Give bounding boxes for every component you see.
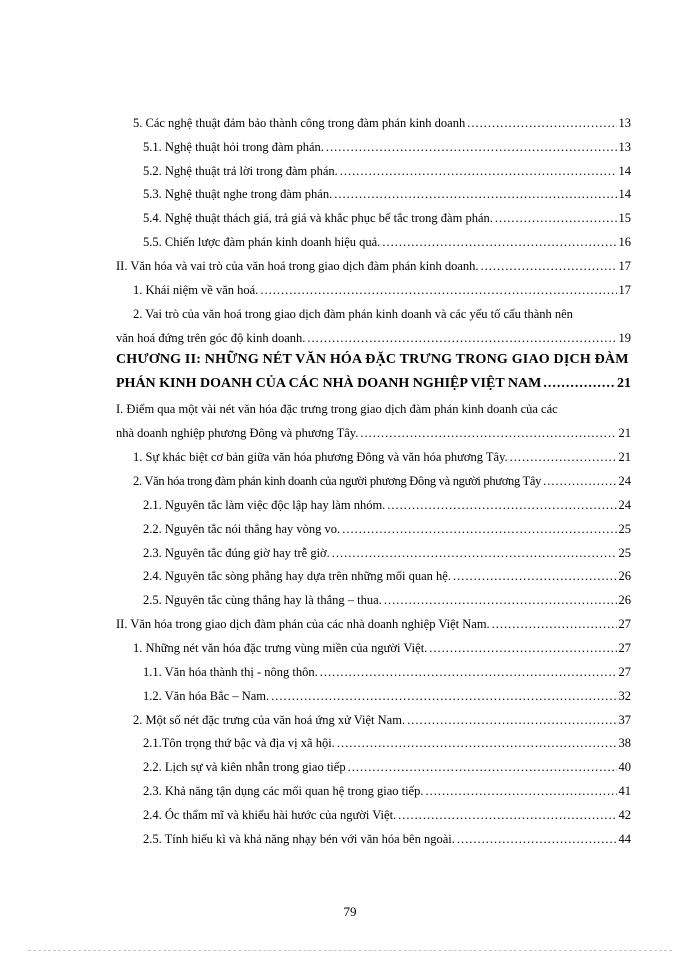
- toc-entry: [116, 330, 631, 346]
- toc-entry: [116, 425, 631, 441]
- toc-entry: [143, 139, 631, 155]
- toc-entry: [133, 473, 631, 489]
- toc-entry-title: 2.5. Tính hiếu kì và khả năng nhạy bén với văn hóa bên ngoài.: [143, 832, 455, 846]
- toc-entry-title-line1: 2. Vai trò của văn hoá trong giao dịch đàm phán kinh doanh và các yếu tố cấu thành nên: [133, 307, 573, 321]
- toc-entry-title: 2.2. Nguyên tắc nói thẳng hay vòng vo.: [143, 522, 341, 536]
- toc-entry-page: 15: [618, 211, 631, 225]
- leader-dots: [382, 234, 616, 250]
- leader-dots: [334, 186, 616, 202]
- chapter-heading-line2: PHÁN KINH DOANH CỦA CÁC NHÀ DOANH NGHIỆP VIỆT NAM: [116, 376, 542, 391]
- toc-entry: [143, 521, 631, 537]
- leader-dots: [481, 258, 617, 274]
- toc-entry: [133, 449, 631, 465]
- toc-entry: [133, 712, 631, 728]
- toc-entry: [133, 115, 631, 131]
- leader-dots: [307, 330, 616, 346]
- toc-entry-title: 2.5. Nguyên tắc cùng thắng hay là thắng – thua.: [143, 593, 382, 607]
- toc-entry-title: 2.2. Lịch sự và kiên nhẫn trong giao tiếp: [143, 760, 346, 774]
- toc-entry-page: 13: [618, 140, 631, 154]
- toc-entry-page: 27: [618, 641, 631, 655]
- toc-entry: [143, 783, 631, 799]
- leader-dots: [342, 521, 616, 537]
- toc-entry-page: 24: [618, 474, 631, 488]
- toc-entry-page: 17: [618, 283, 631, 297]
- leader-dots: [337, 735, 617, 751]
- toc-entry-title: 2.3. Nguyên tắc đúng giờ hay trễ giờ.: [143, 546, 330, 560]
- toc-entry-page: 42: [618, 808, 631, 822]
- toc-entry-page: 21: [618, 450, 631, 464]
- leader-dots: [495, 210, 617, 226]
- leader-dots: [387, 497, 616, 513]
- leader-dots: [332, 545, 617, 561]
- toc-entry: [133, 282, 631, 298]
- toc-entry-page: 37: [618, 713, 631, 727]
- toc-entry-title: II. Văn hóa trong giao dịch đàm phán của các nhà doanh nghiệp Việt Nam.: [116, 617, 490, 631]
- toc-entry-title: 2. Văn hóa trong đàm phán kinh doanh của người phương Đông và người phương Tây: [133, 474, 542, 488]
- toc-entry-page: 25: [618, 522, 631, 536]
- leader-dots: [457, 831, 617, 847]
- toc-entry-page: 38: [618, 736, 631, 750]
- toc-entry-page: 21: [618, 426, 631, 440]
- toc-entry: [143, 545, 631, 561]
- leader-dots: [271, 688, 616, 704]
- toc-entry-page: 26: [618, 593, 631, 607]
- toc-entry-page: 44: [618, 832, 631, 846]
- toc-entry-page: 14: [618, 164, 631, 178]
- toc-entry: [116, 616, 631, 632]
- leader-dots: [348, 759, 617, 775]
- toc-entry: [116, 258, 631, 274]
- leader-dots: [453, 568, 617, 584]
- leader-dots: [510, 449, 617, 465]
- toc-entry-title: 2.4. Óc thẩm mĩ và khiếu hài hước của người Việt.: [143, 808, 397, 822]
- toc-entry-page: 21: [617, 376, 631, 391]
- leader-dots: [407, 712, 616, 728]
- toc-entry-title: 1. Sự khác biệt cơ bản giữa văn hóa phương Đông và văn hóa phương Tây.: [133, 450, 508, 464]
- toc-entry-page: 27: [618, 665, 631, 679]
- page-bottom-divider: [28, 950, 672, 951]
- toc-entry-title: 5.5. Chiến lược đàm phán kinh doanh hiệu quả.: [143, 235, 381, 249]
- toc-entry-page: 25: [618, 546, 631, 560]
- toc-entry: [143, 497, 631, 513]
- toc-entry-page: 27: [618, 617, 631, 631]
- toc-entry-title-line2: nhà doanh nghiệp phương Đông và phương Tây.: [116, 426, 359, 440]
- leader-dots: [425, 783, 616, 799]
- toc-entry-page: 16: [618, 235, 631, 249]
- toc-entry-title: 2.1.Tôn trọng thứ bậc và địa vị xã hội.: [143, 736, 335, 750]
- toc-entry: [143, 592, 631, 608]
- leader-dots: [492, 616, 617, 632]
- toc-entry-page: 14: [618, 187, 631, 201]
- toc-entry: [143, 210, 631, 226]
- leader-dots: [326, 139, 617, 155]
- leader-dots: [467, 115, 616, 131]
- toc-entry: [143, 234, 631, 250]
- leader-dots: [543, 473, 616, 489]
- toc-entry-page: 13: [618, 116, 631, 130]
- toc-entry-title: 5.2. Nghệ thuật trả lời trong đàm phán.: [143, 164, 338, 178]
- toc-entry-page: 17: [618, 259, 631, 273]
- toc-entry-title-line2: văn hoá đứng trên góc độ kinh doanh.: [116, 331, 306, 345]
- toc-entry: [143, 688, 631, 704]
- toc-entry-title: 2.3. Khả năng tận dụng các mối quan hệ trong giao tiếp.: [143, 784, 424, 798]
- chapter-heading-line1: CHƯƠNG II: NHỮNG NÉT VĂN HÓA ĐẶC TRƯNG TRONG GIAO DỊCH ĐÀM: [116, 352, 629, 367]
- page-number: 79: [343, 904, 357, 919]
- toc-entry-title: II. Văn hóa và vai trò của văn hoá trong giao dịch đàm phán kinh doanh.: [116, 259, 479, 273]
- leader-dots: [360, 425, 616, 441]
- toc-entry: [143, 186, 631, 202]
- toc-entry-title: 1. Những nét văn hóa đặc trưng vùng miền của người Việt.: [133, 641, 428, 655]
- toc-entry-title: 2.4. Nguyên tắc sòng phẳng hay dựa trên những mối quan hệ.: [143, 569, 451, 583]
- toc-entry-title: 2.1. Nguyên tắc làm việc độc lập hay làm nhóm.: [143, 498, 386, 512]
- toc-entry-title: 1.1. Văn hóa thành thị - nông thôn.: [143, 665, 318, 679]
- leader-dots: [340, 163, 617, 179]
- leader-dots: [398, 807, 616, 823]
- toc-entry-title: 1.2. Văn hóa Bắc – Nam.: [143, 689, 270, 703]
- toc-entry: [133, 640, 631, 656]
- toc-entry: [143, 735, 631, 751]
- toc-entry-title: 5.3. Nghệ thuật nghe trong đàm phán.: [143, 187, 333, 201]
- toc-entry-title: 5.4. Nghệ thuật thách giá, trả giá và khắc phục bế tắc trong đàm phán.: [143, 211, 493, 225]
- toc-entry-title: 5. Các nghệ thuật đảm bảo thành công trong đàm phán kinh doanh: [133, 116, 466, 130]
- leader-dots: [320, 664, 617, 680]
- toc-entry-title-line1: I. Điểm qua một vài nét văn hóa đặc trưng trong giao dịch đàm phán kinh doanh của các: [116, 402, 558, 416]
- toc-entry-page: 19: [618, 331, 631, 345]
- toc-entry-page: 24: [618, 498, 631, 512]
- toc-entry: [143, 568, 631, 584]
- chapter-heading: [116, 376, 631, 392]
- toc-entry-title: 1. Khái niệm về văn hoá.: [133, 283, 259, 297]
- leader-dots: [384, 592, 617, 608]
- toc-entry: [143, 807, 631, 823]
- toc-entry-title: 5.1. Nghệ thuật hỏi trong đàm phán.: [143, 140, 324, 154]
- toc-entry: [143, 831, 631, 847]
- toc-entry-page: 41: [618, 784, 631, 798]
- toc-entry-page: 32: [618, 689, 631, 703]
- leader-dots: [543, 376, 615, 392]
- toc-entry: [143, 163, 631, 179]
- leader-dots: [260, 282, 616, 298]
- toc-entry: [143, 664, 631, 680]
- toc-entry-page: 26: [618, 569, 631, 583]
- toc-entry: [143, 759, 631, 775]
- toc-entry-page: 40: [618, 760, 631, 774]
- toc-entry-title: 2. Một số nét đặc trưng của văn hoá ứng xử Việt Nam.: [133, 713, 406, 727]
- leader-dots: [429, 640, 616, 656]
